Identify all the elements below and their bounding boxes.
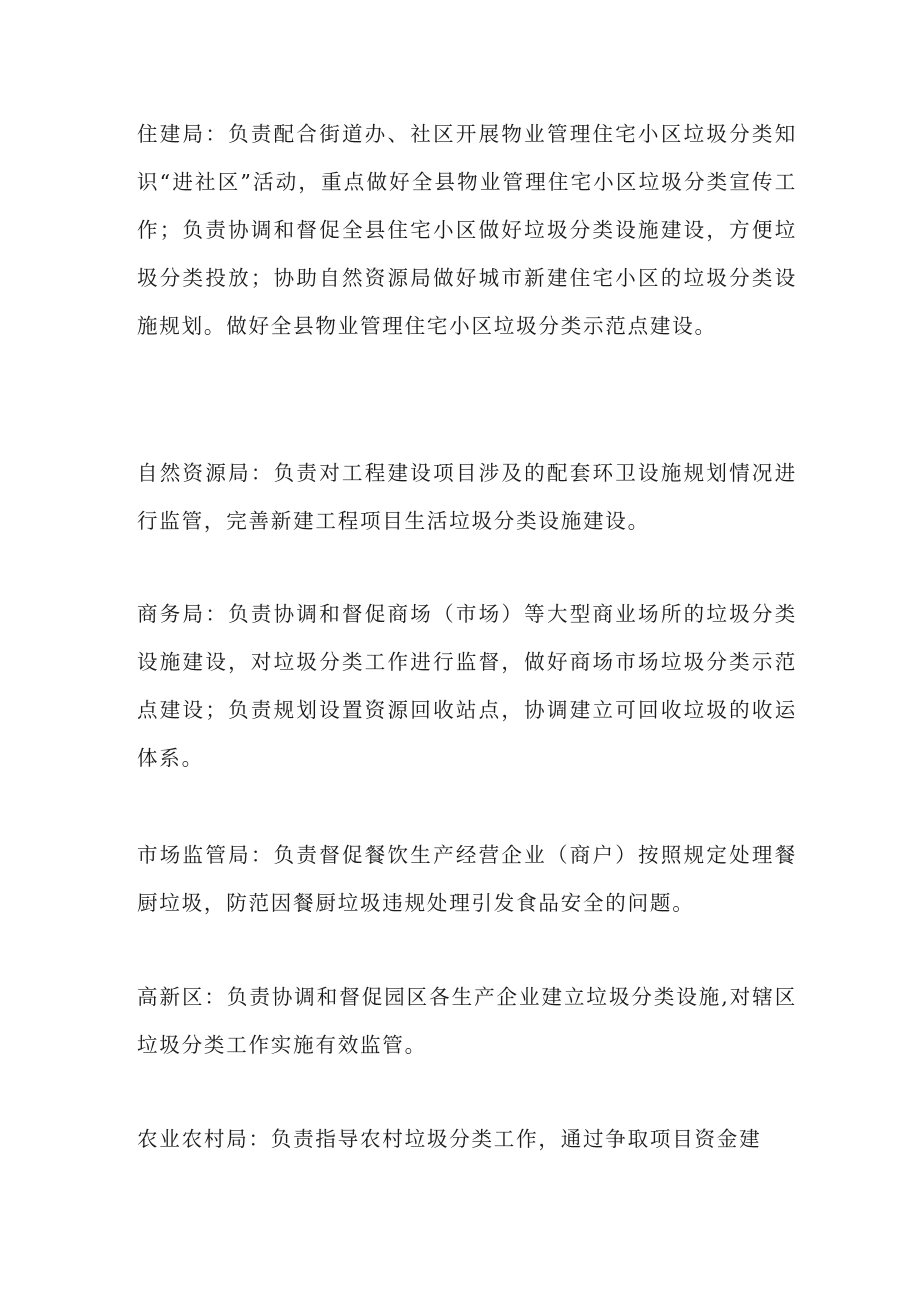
paragraph-agriculture-bureau: 农业农村局：负责指导农村垃圾分类工作，通过争取项目资金建 [137,1127,762,1151]
paragraph-high-tech-zone: 高新区：负责协调和督促园区各生产企业建立垃圾分类设施,对辖区垃圾分类工作实施有效监管。 [137,985,797,1057]
paragraph-commerce-bureau: 商务局：负责协调和督促商场（市场）等大型商业场所的垃圾分类设施建设，对垃圾分类工作进行监督，做好商场市场垃圾分类示范点建设；负责规划设置资源回收站点，协调建立可回收垃圾的收运体系。 [137,602,797,770]
paragraph-market-supervision-bureau: 市场监管局：负责督促餐饮生产经营企业（商户）按照规定处理餐厨垃圾，防范因餐厨垃圾违规处理引发食品安全的问题。 [137,843,797,915]
paragraph-housing-bureau: 住建局：负责配合街道办、社区开展物业管理住宅小区垃圾分类知识“进社区”活动，重点做好全县物业管理住宅小区垃圾分类宣传工作；负责协调和督促全县住宅小区做好垃圾分类设施建设，方便垃圾分类投放；协助自然资源局做好城市新建住宅小区的垃圾分类设施规划。做好全县物业管理住宅小区垃圾分类示范点建设。 [137,122,797,338]
paragraph-natural-resources-bureau: 自然资源局：负责对工程建设项目涉及的配套环卫设施规划情况进行监管，完善新建工程项目生活垃圾分类设施建设。 [137,461,797,533]
